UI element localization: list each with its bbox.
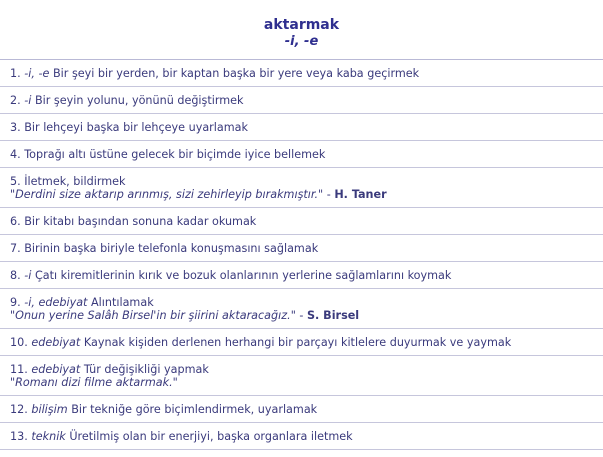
- sense-item: [0, 87, 603, 114]
- sense-tag: edebiyat: [31, 362, 81, 376]
- sense-tag: bilişim: [31, 402, 68, 416]
- sense-definition: [10, 121, 603, 134]
- sense-text: Birinin başka biriyle telefonla konuşmasını sağlamak: [24, 241, 319, 255]
- sense-definition: [10, 296, 603, 309]
- sense-tag: teknik: [31, 429, 66, 443]
- sense-definition: [10, 175, 603, 188]
- sense-definition: [10, 336, 603, 349]
- sense-number: 7.: [10, 241, 21, 255]
- sense-text: Bir şeyi bir yerden, bir kaptan başka bir yere veya kaba geçirmek: [53, 66, 420, 80]
- sense-text: Üretilmiş olan bir enerjiyi, başka organlara iletmek: [69, 429, 353, 443]
- example-author: H. Taner: [334, 187, 387, 201]
- sense-item: [0, 141, 603, 168]
- entry-word: aktarmak: [263, 17, 340, 33]
- sense-item: [0, 396, 603, 423]
- sense-tag: -i, -e: [24, 66, 50, 80]
- sense-text: Bir tekniğe göre biçimlendirmek, uyarlamak: [71, 402, 318, 416]
- sense-item: [0, 329, 603, 356]
- entry-suffix: -i, -e: [284, 34, 319, 49]
- sense-text: Çatı kiremitlerinin kırık ve bozuk olanlarının yerlerine sağlamlarını koymak: [34, 268, 452, 282]
- sense-number: 5.: [10, 174, 21, 188]
- sense-number: 9.: [10, 295, 21, 309]
- sense-definition: [10, 363, 603, 376]
- sense-number: 6.: [10, 214, 21, 228]
- example-quote: Derdini size aktarıp arınmış, sizi zehirleyip bırakmıştır.: [15, 187, 319, 201]
- sense-item: [0, 423, 603, 450]
- sense-item: [0, 114, 603, 141]
- example-quote: Romanı dizi filme aktarmak.: [15, 375, 173, 389]
- sense-text: İletmek, bildirmek: [24, 174, 126, 188]
- sense-tag: edebiyat: [31, 335, 81, 349]
- sense-definition: [10, 430, 603, 443]
- sense-example: "Romanı dizi filme aktarmak.": [10, 375, 178, 389]
- sense-definition: [10, 94, 603, 107]
- sense-number: 12.: [10, 402, 28, 416]
- sense-number: 11.: [10, 362, 28, 376]
- sense-item: [0, 60, 603, 87]
- sense-tag: -i: [24, 93, 32, 107]
- sense-number: 3.: [10, 120, 21, 134]
- example-author: S. Birsel: [306, 308, 360, 322]
- sense-text: Tür değişikliği yapmak: [83, 362, 209, 376]
- sense-item: [0, 262, 603, 289]
- sense-text: Kaynak kişiden derlenen herhangi bir parçayı kitlelere duyurmak ve yaymak: [83, 335, 512, 349]
- sense-text: Bir kitabı başından sonuna kadar okumak: [24, 214, 257, 228]
- sense-example: "Onun yerine Salâh Birsel'in bir şiirini aktaracağız." - S. Birsel: [10, 308, 360, 322]
- sense-definition: [10, 242, 603, 255]
- sense-text: Alıntılamak: [91, 295, 154, 309]
- sense-number: 10.: [10, 335, 28, 349]
- sense-definition: [10, 67, 603, 80]
- sense-definition: [10, 403, 603, 416]
- sense-tag: -i: [24, 268, 32, 282]
- sense-item: [0, 356, 603, 396]
- sense-list: [0, 60, 603, 450]
- sense-definition: [10, 269, 603, 282]
- sense-number: 13.: [10, 429, 28, 443]
- example-quote-close: " -: [318, 187, 335, 201]
- sense-definition: [10, 215, 603, 228]
- sense-definition: [10, 148, 603, 161]
- sense-number: 2.: [10, 93, 21, 107]
- sense-item: [0, 168, 603, 208]
- sense-item: [0, 289, 603, 329]
- sense-item: [0, 235, 603, 262]
- entry-header: [0, 0, 603, 60]
- sense-number: 4.: [10, 147, 21, 161]
- example-quote: Onun yerine Salâh Birsel'in bir şiirini aktaracağız.: [15, 308, 291, 322]
- sense-text: Toprağı altı üstüne gelecek bir biçimde iyice bellemek: [24, 147, 326, 161]
- example-quote-close: ": [172, 375, 178, 389]
- sense-number: 1.: [10, 66, 21, 80]
- sense-number: 8.: [10, 268, 21, 282]
- sense-text: Bir lehçeyi başka bir lehçeye uyarlamak: [24, 120, 248, 134]
- example-quote-close: " -: [290, 308, 307, 322]
- sense-text: Bir şeyin yolunu, yönünü değiştirmek: [34, 93, 244, 107]
- sense-example: "Derdini size aktarıp arınmış, sizi zehirleyip bırakmıştır." - H. Taner: [10, 187, 387, 201]
- sense-tag: -i, edebiyat: [24, 295, 88, 309]
- sense-item: [0, 208, 603, 235]
